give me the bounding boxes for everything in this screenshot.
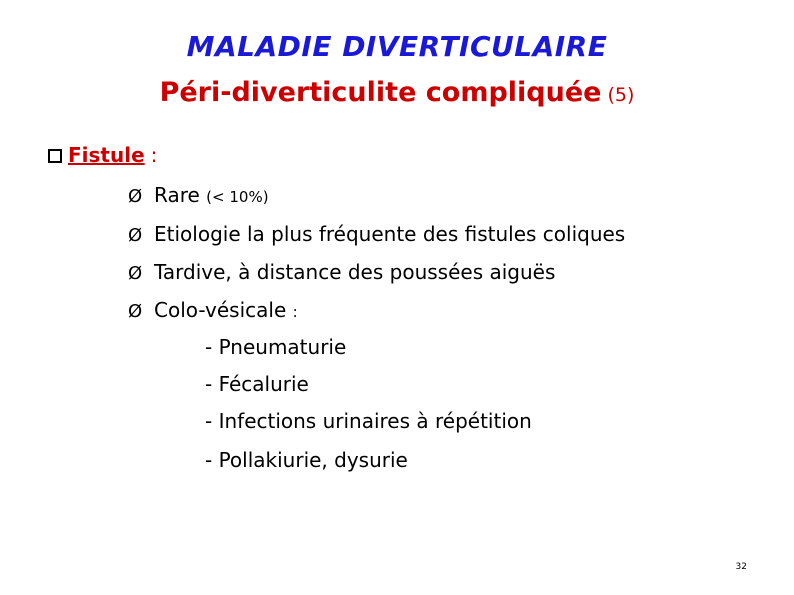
page-number: 32 (735, 562, 747, 572)
section-heading (48, 143, 157, 167)
bullet-note: : (292, 303, 298, 321)
subtitle-text: Péri-diverticulite compliquée (159, 77, 602, 108)
arrow-bullet-icon: Ø (128, 301, 143, 322)
bullet-item (128, 183, 269, 207)
sub-item: - Infections urinaires à répétition (205, 409, 532, 433)
arrow-bullet-icon: Ø (128, 186, 143, 207)
subtitle-suffix: (5) (607, 84, 635, 106)
sub-item: - Fécalurie (205, 372, 309, 396)
section-colon: : (150, 143, 158, 167)
bullet-text: Etiologie la plus fréquente des fistules coliques (154, 222, 626, 246)
bullet-note: (< 10%) (206, 188, 269, 206)
bullet-item (128, 298, 298, 322)
bullet-item (128, 260, 555, 284)
sub-item: - Pollakiurie, dysurie (205, 448, 408, 472)
slide-title: MALADIE DIVERTICULAIRE (186, 30, 608, 63)
sub-item: - Pneumaturie (205, 335, 347, 359)
bullet-text: Tardive, à distance des poussées aiguës (154, 260, 556, 284)
bullet-item (128, 222, 625, 246)
arrow-bullet-icon: Ø (128, 263, 143, 284)
square-bullet-icon (48, 149, 62, 163)
section-label: Fistule (68, 143, 145, 167)
arrow-bullet-icon: Ø (128, 225, 143, 246)
bullet-text: Rare (154, 183, 200, 207)
slide-subtitle (0, 77, 794, 108)
bullet-text: Colo-vésicale (154, 298, 287, 322)
